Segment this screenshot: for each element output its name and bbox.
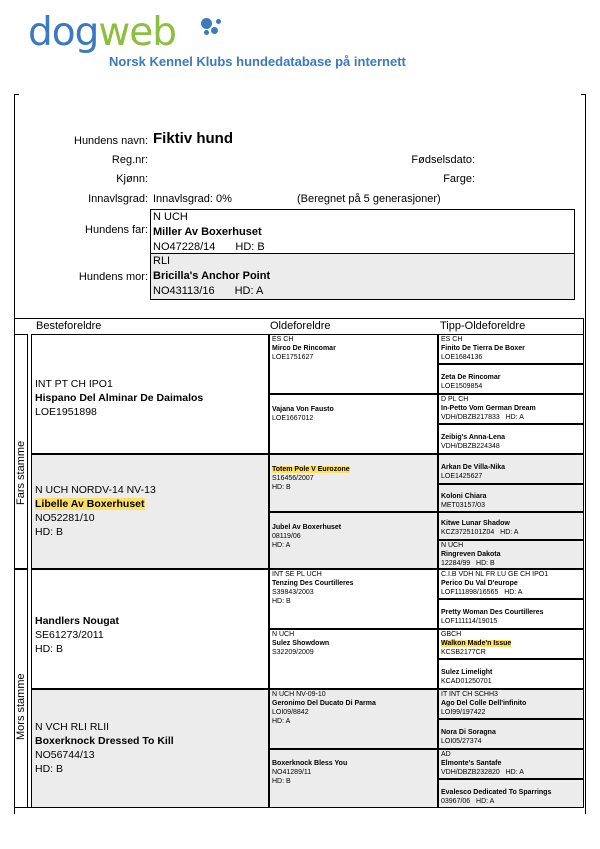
gggp-cell[interactable]: D PL CH In-Petto Vom German Dream VDH/DBZB217833 HD: A [438,394,584,424]
ggp-name[interactable]: Sulez Showdown [272,640,330,647]
gggp-name[interactable]: Ago Del Colle Dell'infinito [441,700,527,707]
logo-tagline: Norsk Kennel Klubs hundedatabase på internett [109,54,406,69]
ggp-name[interactable]: Jubel Av Boxerhuset [272,524,342,531]
father-name[interactable]: Miller Av Boxerhuset [153,226,262,238]
ggp-name[interactable]: Geronimo Del Ducato Di Parma [272,700,376,707]
mother-reg: NO43113/16 [153,285,215,297]
sex-label: Kjønn: [116,173,148,185]
fars-stamme-label: Fars stamme [15,440,27,505]
mother-label: Hundens mor: [78,271,148,283]
logo-dots-icon [201,18,241,48]
father-reg: NO47228/14 [153,241,216,253]
gggp-cell[interactable]: C.I.B VDH NL FR LU GE CH IPO1 Perico Du Val D'europe LOF111898/16565 HD: A [438,569,584,599]
ggp-cell[interactable]: Vajana Von Fausto LOE1667012 [269,394,438,454]
logo-wordmark: dogweb [28,10,177,55]
inbreed-value: Innavlsgrad: 0% [153,193,232,205]
gggp-cell[interactable]: ES CH Finito De Tierra De Boxer LOE1684136 [438,334,584,364]
grandparent-name[interactable]: Libelle Av Boxerhuset [35,498,145,510]
fars-stamme-column [14,334,28,569]
gggp-cell[interactable]: AD Elmonte's Santafe VDH/DBZB232820 HD: A [438,749,584,779]
grandparent-cell[interactable]: Handlers Nougat SE61273/2011 HD: B [31,569,269,689]
gggp-name[interactable]: Elmonte's Santafe [441,760,502,767]
name-label: Hundens navn: [74,135,148,147]
gggp-name[interactable]: In-Petto Vom German Dream [441,405,536,412]
father-title: N UCH [153,211,188,223]
gggp-cell[interactable]: Nora Di Soragna LOI05/27374 [438,719,584,749]
gggp-name[interactable]: Arkan De Villa-Nika [441,464,506,471]
mother-title: RLI [153,255,171,267]
father-label: Hundens far: [85,224,148,236]
grandparent-cell[interactable]: INT PT CH IPO1 Hispano Del Alminar De Daimalos LOE1951898 [31,334,269,454]
gggp-name[interactable]: Perico Du Val D'europe [441,580,518,587]
ggp-cell[interactable]: ES CH Mirco De Rincomar LOE1751627 [269,334,438,394]
gggp-cell[interactable]: N UCH Ringreven Dakota 12284/99 HD: B [438,540,584,569]
father-hd: HD: B [235,241,265,253]
gggp-name[interactable]: Zeta De Rincomar [441,374,501,381]
gggp-name[interactable]: Walkon Made'n Issue [441,640,512,647]
ggp-name[interactable]: Totem Pole V Eurozone [272,466,350,473]
gggp-cell[interactable]: IT INT CH SCHH3 Ago Del Colle Dell'infinito LOI99/197422 [438,689,584,719]
grandparent-cell[interactable]: N UCH NORDV-14 NV-13 Libelle Av Boxerhuset NO52281/10 HD: B [31,454,269,569]
mother-name[interactable]: Bricilla's Anchor Point [153,270,271,282]
grandparent-cell[interactable]: N VCH RLI RLII Boxerknock Dressed To Kill NO56744/13 HD: B [31,689,269,808]
ggp-name[interactable]: Boxerknock Bless You [272,760,348,767]
gggp-cell[interactable]: Arkan De Villa-Nika LOE1425627 [438,454,584,484]
gggp-name[interactable]: Koloni Chiara [441,493,487,500]
header-great-grandparents: Oldeforeldre [270,320,331,332]
gggp-cell[interactable]: Koloni Chiara MET03157/03 [438,484,584,512]
ggp-cell[interactable]: N UCH Sulez Showdown S32209/2009 [269,629,438,689]
gggp-cell[interactable]: Pretty Woman Des Courtilleres LOF111114/19015 [438,599,584,629]
grandparent-name[interactable]: Hispano Del Alminar De Daimalos [35,392,204,404]
inbreed-label: Innavlsgrad: [88,193,148,205]
father-box[interactable] [150,209,575,254]
ggp-cell[interactable]: Totem Pole V Eurozone S16456/2007 HD: B [269,454,438,512]
gggp-cell[interactable]: Sulez Limelight KCAD01250701 [438,659,584,689]
gggp-cell[interactable]: Evalesco Dedicated To Sparrings 03967/06 HD: A [438,779,584,808]
pedigree-table [14,318,584,808]
gggp-name[interactable]: Sulez Limelight [441,669,493,676]
dog-name: Fiktiv hund [153,130,233,147]
ggp-name[interactable]: Vajana Von Fausto [272,406,334,413]
birth-label: Fødselsdato: [411,154,475,166]
mors-stamme-label: Mors stamme [15,673,27,740]
ggp-cell[interactable]: INT SE PL UCH Tenzing Des Courtilleres S39843/2003 HD: B [269,569,438,629]
grandparent-name[interactable]: Handlers Nougat [35,615,120,627]
gggp-cell[interactable]: GBCH Walkon Made'n Issue KCSB2177CR [438,629,584,659]
gggp-cell[interactable]: Zeibig's Anna-Lena VDH/DBZB224348 [438,424,584,454]
gggp-name[interactable]: Kitwe Lunar Shadow [441,520,510,527]
grandparent-name[interactable]: Boxerknock Dressed To Kill [35,735,174,747]
ggp-name[interactable]: Tenzing Des Courtilleres [272,580,354,587]
gggp-name[interactable]: Zeibig's Anna-Lena [441,434,506,441]
gggp-name[interactable]: Nora Di Soragna [441,729,496,736]
ggp-cell[interactable]: N UCH NV-09-10 Geronimo Del Ducato Di Parma LOI09/8842 HD: A [269,689,438,749]
color-label: Farge: [443,173,475,185]
header-great-great-grandparents: Tipp-Oldeforeldre [440,320,526,332]
gggp-name[interactable]: Finito De Tierra De Boxer [441,345,525,352]
gggp-name[interactable]: Ringreven Dakota [441,551,501,558]
mother-box[interactable] [150,253,575,300]
ggp-name[interactable]: Mirco De Rincomar [272,345,336,352]
gggp-name[interactable]: Pretty Woman Des Courtilleres [441,609,544,616]
mors-stamme-column [14,569,28,808]
inbreed-note: (Beregnet på 5 generasjoner) [297,193,441,205]
gggp-name[interactable]: Evalesco Dedicated To Sparrings [441,789,552,796]
regnr-label: Reg.nr: [111,154,148,166]
gggp-cell[interactable]: Zeta De Rincomar LOE1509854 [438,364,584,394]
mother-hd: HD: A [234,285,264,297]
header-grandparents: Besteforeldre [36,320,102,332]
ggp-cell[interactable]: Jubel Av Boxerhuset 08119/06 HD: A [269,512,438,569]
ggp-cell[interactable]: Boxerknock Bless You NO41289/11 HD: B [269,749,438,808]
gggp-cell[interactable]: Kitwe Lunar Shadow KCZ3725101Z04 HD: A [438,512,584,540]
